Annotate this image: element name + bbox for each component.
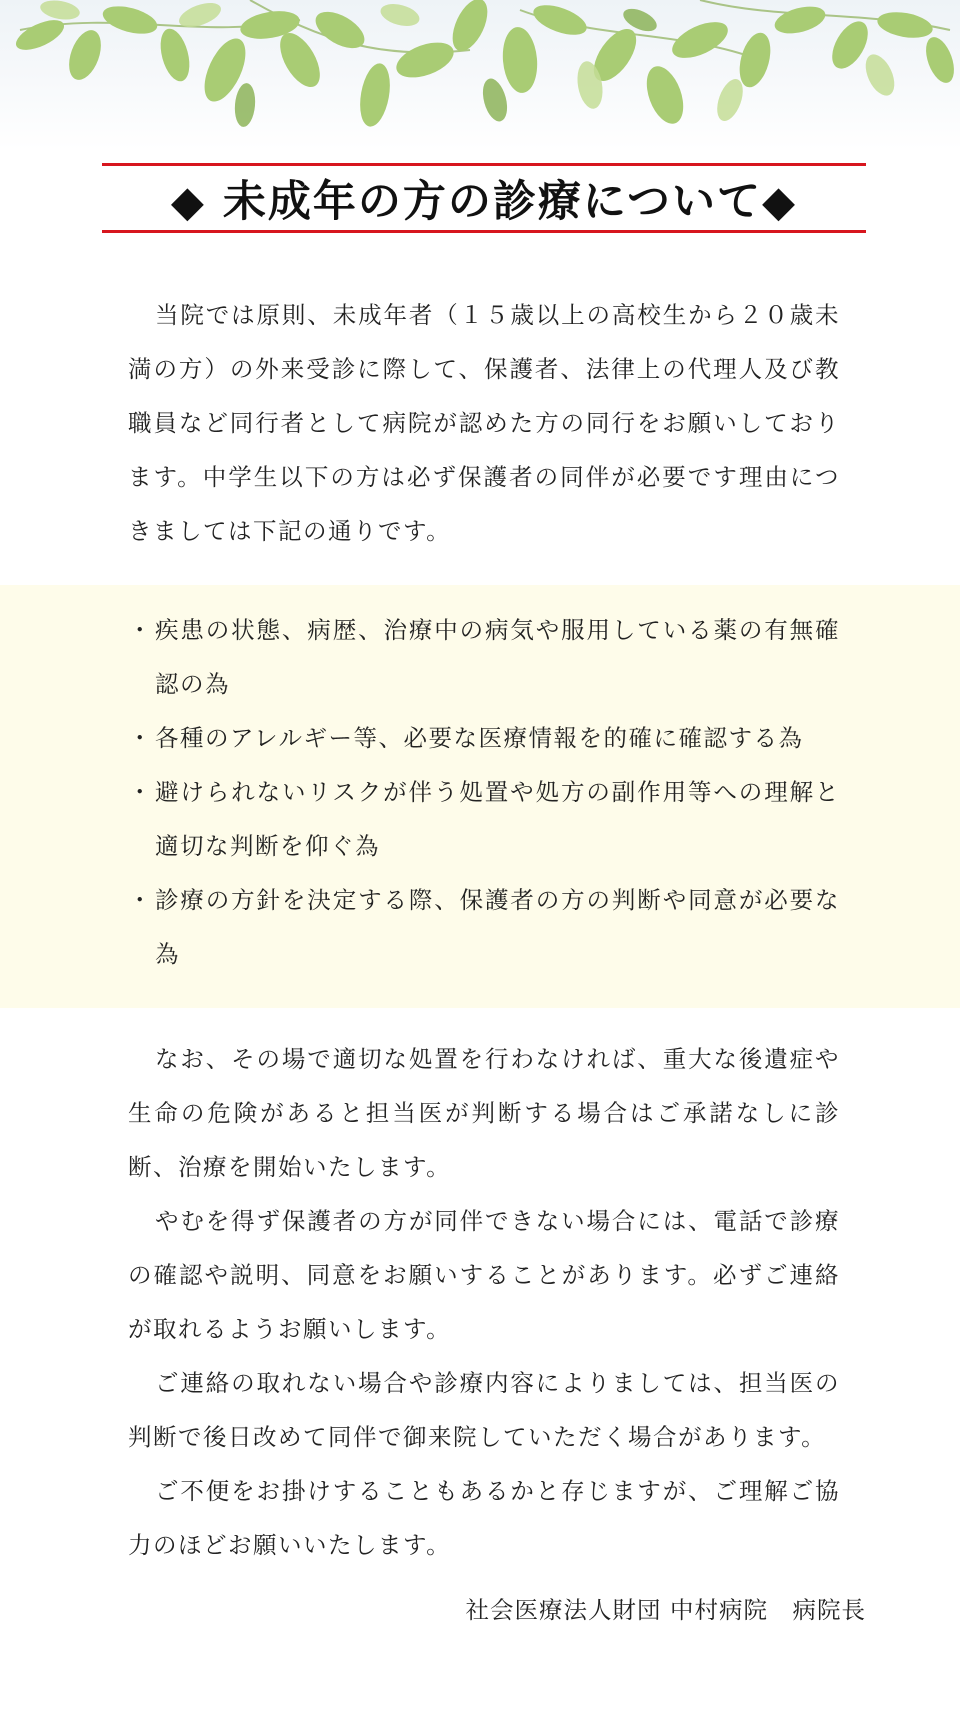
list-item bbox=[128, 873, 840, 981]
bullet: ・ bbox=[128, 724, 153, 752]
list-item-text: 疾患の状態、病歴、治療中の病気や服用している薬の有無確認の為 bbox=[155, 616, 840, 698]
page-title: ◆ 未成年の方の診療について◆ bbox=[170, 176, 798, 227]
note-paragraph: なお、その場で適切な処置を行わなければ、重大な後遺症や生命の危険があると担当医が判断する場合はご承諾なしに診断、治療を開始いたします。 bbox=[128, 1045, 840, 1181]
list-item-text: 各種のアレルギー等、必要な医療情報を的確に確認する為 bbox=[155, 724, 804, 752]
list-item-text: 診療の方針を決定する際、保護者の方の判断や同意が必要な為 bbox=[155, 886, 840, 968]
leaf-decoration-icon bbox=[0, 0, 960, 150]
bullet: ・ bbox=[128, 778, 153, 806]
signature: 社会医療法人財団 中村病院 病院長 bbox=[465, 1596, 866, 1624]
list-item-text: 避けられないリスクが伴う処置や処方の副作用等への理解と適切な判断を仰ぐ為 bbox=[155, 778, 840, 860]
leaf-banner bbox=[0, 0, 960, 150]
intro-paragraph: 当院では原則、未成年者（１５歳以上の高校生から２０歳未満の方）の外来受診に際して、保護者、法律上の代理人及び教職員など同行者として病院が認めた方の同行をお願いしております。中学生以下の方は必ず保護者の同伴が必要です理由につきましては下記の通りです。 bbox=[128, 301, 840, 545]
title-block bbox=[102, 163, 866, 233]
list-item bbox=[128, 711, 840, 765]
bullet: ・ bbox=[128, 886, 153, 914]
note-paragraph: ご不便をお掛けすることもあるかと存じますが、ご理解ご協力のほどお願いいたします。 bbox=[128, 1477, 840, 1559]
list-item bbox=[128, 603, 840, 711]
bullet: ・ bbox=[128, 616, 153, 644]
reasons-list bbox=[128, 603, 840, 981]
list-item bbox=[128, 765, 840, 873]
note-paragraph: やむを得ず保護者の方が同伴できない場合には、電話で診療の確認や説明、同意をお願いすることがあります。必ずご連絡が取れるようお願いします。 bbox=[128, 1207, 840, 1343]
note-paragraph: ご連絡の取れない場合や診療内容によりましては、担当医の判断で後日改めて同伴で御来院していただく場合があります。 bbox=[128, 1369, 840, 1451]
